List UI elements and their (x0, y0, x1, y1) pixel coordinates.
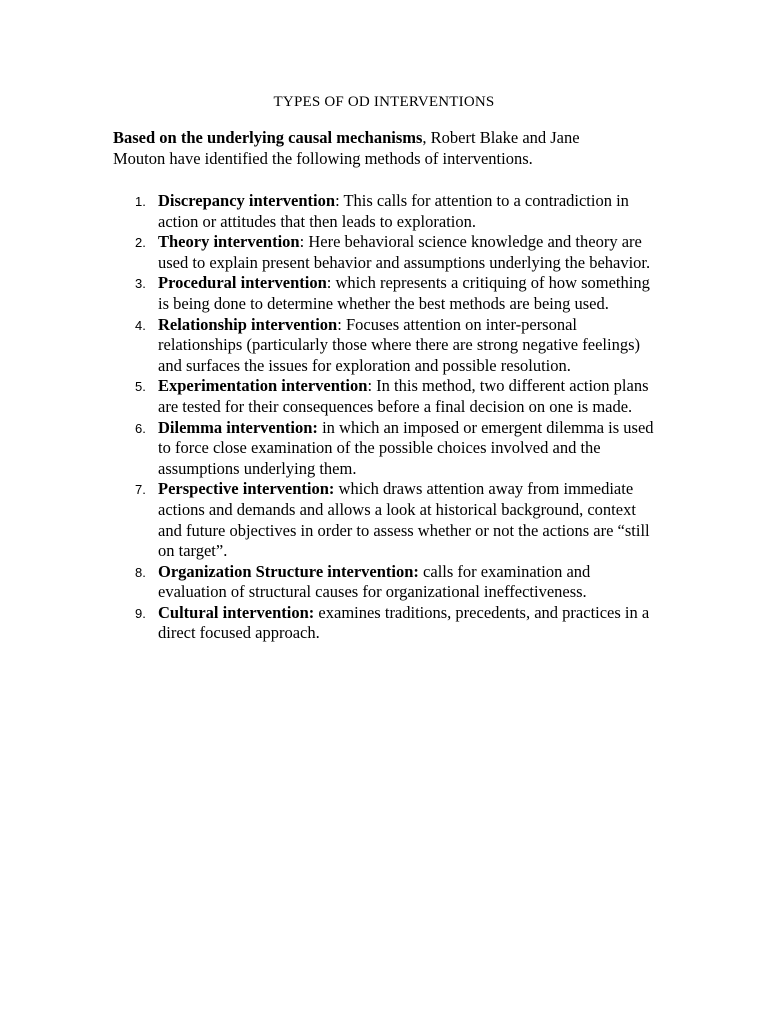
intervention-list (113, 191, 658, 644)
list-item-term: Relationship intervention (158, 314, 338, 334)
list-item-term: Organization Structure intervention: (158, 561, 419, 581)
list-item-number: 3. (135, 276, 146, 292)
list-item (113, 376, 658, 417)
list-item (113, 603, 658, 644)
intro-lead: Based on the underlying causal mechanisms (113, 128, 423, 147)
list-item-text: examines traditions, precedents, and practices in a direct focused approach. (158, 602, 650, 643)
list-item-number: 6. (135, 420, 146, 436)
list-item-term: Experimentation intervention (158, 376, 368, 396)
list-item (113, 418, 658, 480)
list-item-term: Procedural intervention (158, 273, 327, 293)
list-item (113, 562, 658, 603)
list-item (113, 479, 658, 561)
list-item-term: Dilemma intervention: (158, 417, 318, 437)
list-item-text: : which represents a critiquing of how something is being done to determine whether the best methods are being used. (158, 273, 650, 313)
list-item-text: : Focuses attention on inter-personal relationships (particularly those where there are strong negative feelings) and surfaces the issues for exploration and possible resolution. (158, 314, 640, 375)
list-item (113, 273, 658, 314)
list-item-text: : In this method, two different action plans are tested for their consequences before a final decision on one is made. (158, 376, 649, 416)
list-item (113, 191, 658, 232)
list-item-text: : This calls for attention to a contradiction in action or attitudes that then leads to exploration. (158, 191, 629, 231)
list-item-number: 9. (135, 605, 146, 621)
intro-text: , Robert Blake and Jane Mouton have identified the following methods of interventions. (113, 128, 580, 168)
list-item-number: 5. (135, 379, 146, 395)
list-item-number: 8. (135, 564, 146, 580)
list-item-term: Cultural intervention: (158, 602, 315, 622)
list-item-term: Theory intervention (158, 232, 300, 252)
list-item-term: Discrepancy intervention (158, 191, 336, 210)
intro-paragraph (113, 127, 633, 169)
list-item-number: 4. (135, 317, 146, 333)
list-item-text: which draws attention away from immediate actions and demands and allows a look at historical background, context and future objectives in order to assess whether or not the actions are “still on target”. (158, 479, 650, 561)
list-item-number: 2. (135, 235, 146, 251)
list-item (113, 315, 658, 377)
list-item-number: 7. (135, 482, 146, 498)
list-item-text: in which an imposed or emergent dilemma is used to force close examination of the possible choices involved and the assumptions underlying them. (158, 417, 654, 478)
document-title: TYPES OF OD INTERVENTIONS (273, 94, 495, 110)
list-item (113, 232, 658, 273)
list-item-number: 1. (135, 194, 146, 209)
list-item-text: calls for examination and evaluation of structural causes for organizational ineffectiveness. (158, 561, 591, 602)
list-item-text: : Here behavioral science knowledge and theory are used to explain present behavior and assumptions underlying the behavior. (158, 232, 651, 272)
list-item-term: Perspective intervention: (158, 479, 335, 499)
